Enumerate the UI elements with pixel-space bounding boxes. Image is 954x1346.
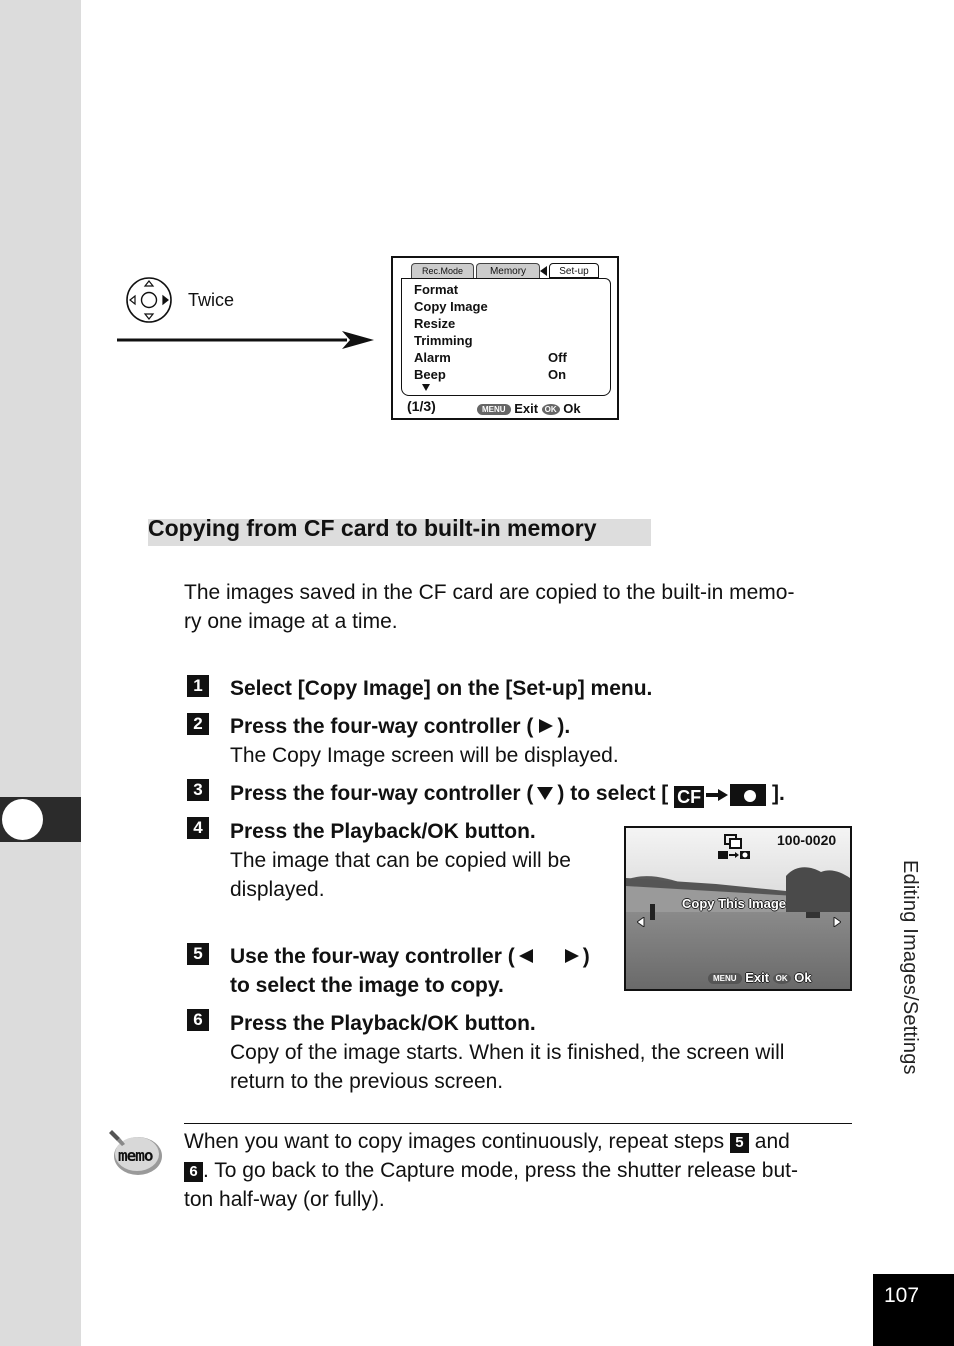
tab-rec-mode: Rec.Mode xyxy=(411,263,474,278)
chapter-label: Editing Images/Settings xyxy=(899,860,921,1075)
memo-line-1-text: When you want to copy images continuously, repeat steps xyxy=(184,1130,725,1153)
step-6-detail-1: Copy of the image starts. When it is finished, the screen will xyxy=(230,1041,785,1064)
step-1-text: Select [Copy Image] on the [Set-up] menu. xyxy=(230,677,653,700)
left-triangle-icon[interactable] xyxy=(637,917,645,927)
copy-icon xyxy=(723,834,745,850)
memo-divider xyxy=(184,1123,852,1124)
step-6-text: Press the Playback/OK button. xyxy=(230,1012,536,1035)
page-number: 107 xyxy=(884,1284,920,1307)
side-tab xyxy=(0,0,81,1346)
menu-item-alarm: Alarm xyxy=(414,350,451,365)
step-5-text xyxy=(230,942,590,971)
step-5-text-after: ) xyxy=(582,945,590,968)
right-triangle-icon[interactable] xyxy=(833,917,841,927)
down-triangle-icon xyxy=(533,784,557,802)
step-number-5: 5 xyxy=(187,943,209,965)
exit-label: Exit xyxy=(745,970,770,985)
step-ref-6: 6 xyxy=(184,1162,203,1182)
right-arrow-icon xyxy=(117,329,377,351)
step-4-text: Press the Playback/OK button. xyxy=(230,820,536,843)
right-arrow-icon xyxy=(704,786,730,804)
ok-key-icon: OK xyxy=(542,404,560,415)
copy-this-image-caption: Copy This Image xyxy=(682,896,787,911)
menu-list xyxy=(401,278,611,396)
memo-line-1 xyxy=(184,1127,790,1156)
step-2-detail: The Copy Image screen will be displayed. xyxy=(230,744,619,767)
menu-item-trimming: Trimming xyxy=(414,333,473,348)
menu-key-icon: MENU xyxy=(477,404,511,415)
step-number-2: 2 xyxy=(187,713,209,735)
cf-to-builtin-icon xyxy=(674,782,766,811)
memo-line-2-text: . To go back to the Capture mode, press the shutter release but- xyxy=(203,1159,798,1182)
file-number: 100-0020 xyxy=(777,832,837,848)
setup-menu-screen xyxy=(391,256,619,420)
memo-line-3: ton half-way (or fully). xyxy=(184,1188,385,1211)
scroll-down-icon xyxy=(422,384,430,391)
menu-item-resize: Resize xyxy=(414,316,456,331)
photo-footer xyxy=(708,970,812,985)
copy-image-screen xyxy=(624,826,852,991)
memo-line-1-after: and xyxy=(754,1130,790,1153)
tab-memory: Memory xyxy=(476,263,540,278)
left-right-triangles-icon xyxy=(515,947,583,965)
ok-label: Ok xyxy=(794,970,812,985)
four-way-controller-icon xyxy=(125,276,173,324)
intro-line-1: The images saved in the CF card are copied to the built-in memo- xyxy=(184,581,795,604)
step-3-text xyxy=(230,779,785,811)
memo-icon xyxy=(108,1128,164,1178)
tab-setup: Set-up xyxy=(549,263,599,278)
step-3-text-before: Press the four-way controller ( xyxy=(230,782,534,805)
twice-label: Twice xyxy=(188,290,235,310)
cf-card-icon: CF xyxy=(674,786,704,808)
step-2-text-before: Press the four-way controller ( xyxy=(230,715,534,738)
step-number-6: 6 xyxy=(187,1009,209,1031)
left-triangle-icon xyxy=(540,266,548,276)
built-in-memory-icon xyxy=(730,784,766,806)
step-5-text-line2: to select the image to copy. xyxy=(230,974,504,997)
section-title: Copying from CF card to built-in memory xyxy=(148,515,597,541)
ok-label: Ok xyxy=(563,401,581,416)
step-2-text xyxy=(230,712,570,741)
memo-line-2 xyxy=(184,1156,798,1185)
step-6-detail-2: return to the previous screen. xyxy=(230,1070,504,1093)
step-5-text-before: Use the four-way controller ( xyxy=(230,945,515,968)
step-number-3: 3 xyxy=(187,779,209,801)
chapter-marker xyxy=(2,799,43,840)
step-ref-5: 5 xyxy=(730,1133,749,1153)
menu-key-icon: MENU xyxy=(708,973,742,984)
step-number-1: 1 xyxy=(187,675,209,697)
menu-footer xyxy=(477,401,581,416)
cf-to-memory-small-icon xyxy=(718,850,750,860)
menu-item-format: Format xyxy=(414,282,459,297)
menu-value-alarm: Off xyxy=(548,350,567,365)
step-number-4: 4 xyxy=(187,817,209,839)
ok-key-icon: OK xyxy=(773,973,791,984)
right-triangle-icon xyxy=(533,717,557,735)
step-2-text-after: ). xyxy=(557,715,571,738)
page-indicator: (1/3) xyxy=(407,398,436,414)
memo-icon-label: memo xyxy=(118,1146,153,1165)
step-4-detail-2: displayed. xyxy=(230,878,325,901)
exit-label: Exit xyxy=(514,401,539,416)
menu-item-beep: Beep xyxy=(414,367,446,382)
step-4-detail-1: The image that can be copied will be xyxy=(230,849,571,872)
intro-line-2: ry one image at a time. xyxy=(184,610,398,633)
menu-value-beep: On xyxy=(548,367,567,382)
step-3-text-after: ]. xyxy=(771,782,785,805)
menu-item-copy-image: Copy Image xyxy=(414,299,488,314)
step-3-text-mid: ) to select [ xyxy=(557,782,669,805)
